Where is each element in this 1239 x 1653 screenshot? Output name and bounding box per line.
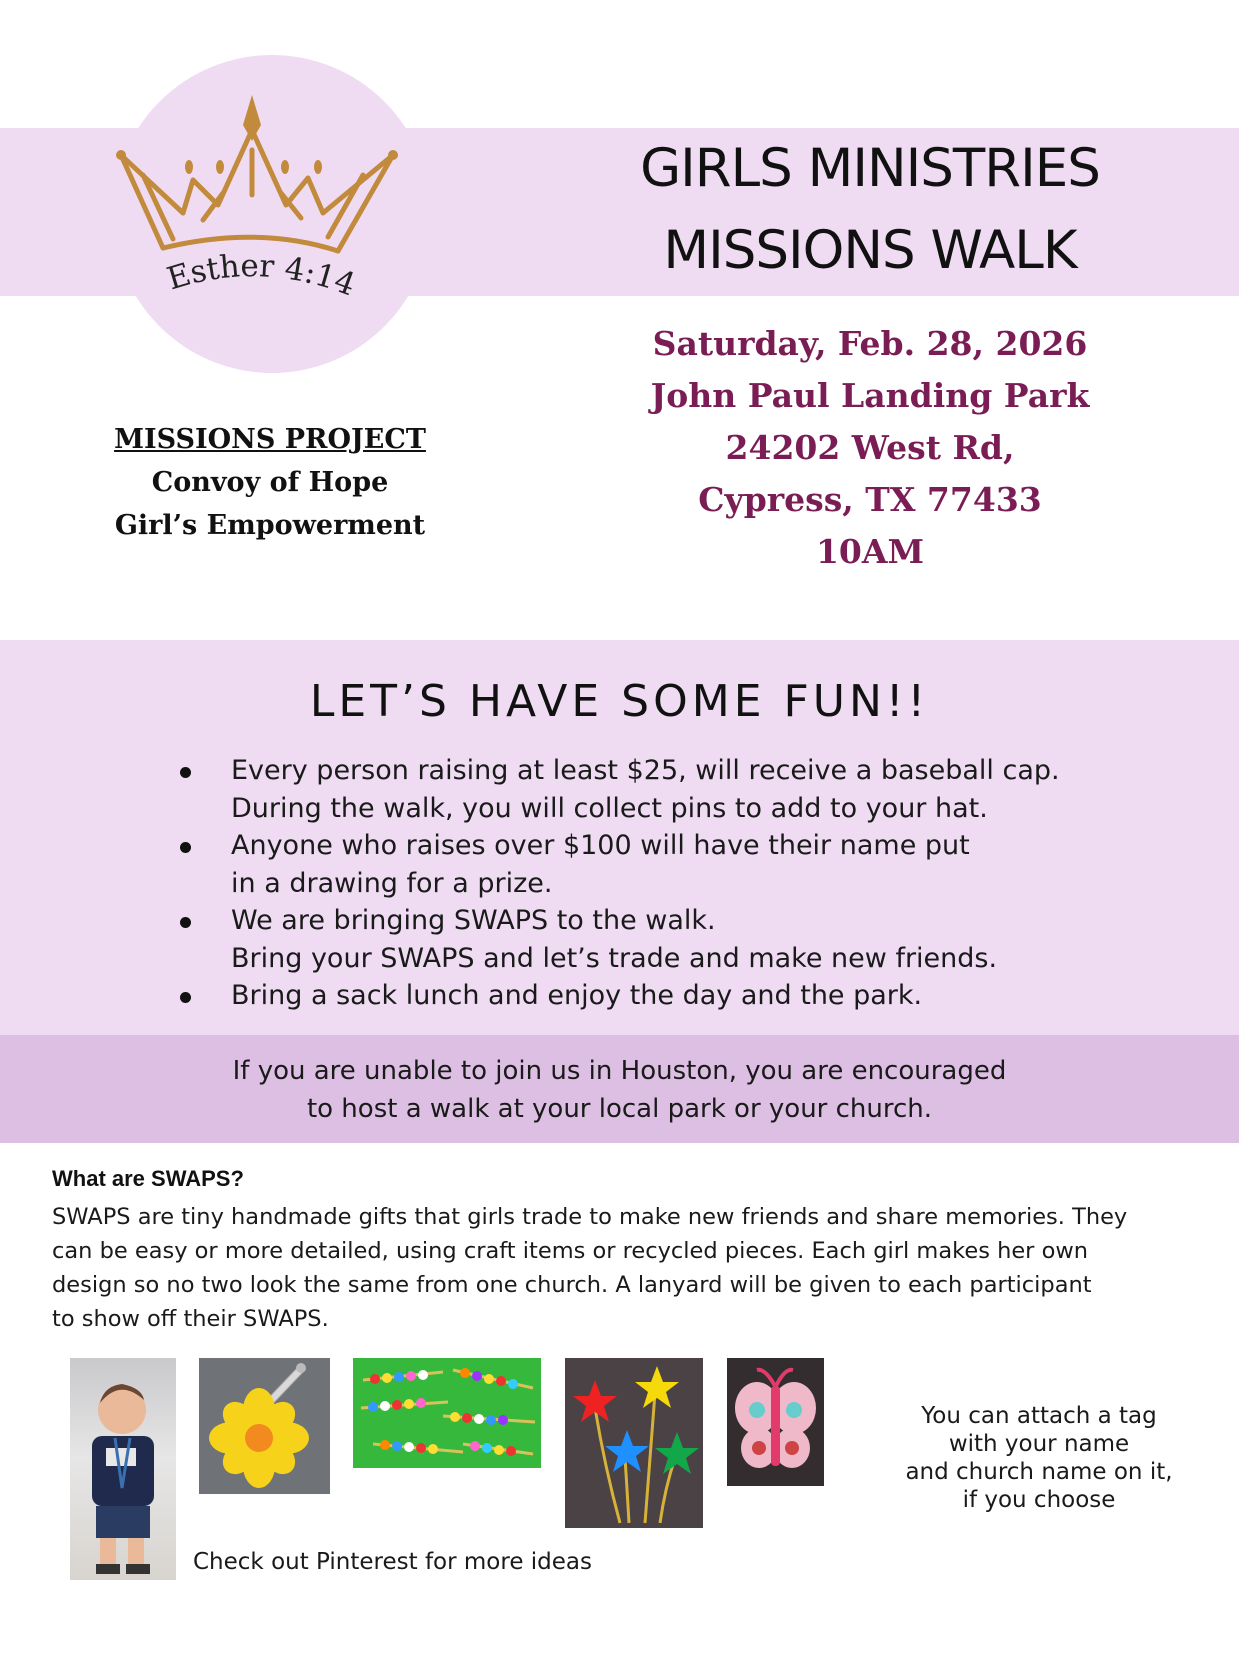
list-item-line1: We are bringing SWAPS to the walk. bbox=[231, 905, 716, 936]
list-item-line1: Bring a sack lunch and enjoy the day and the park. bbox=[231, 980, 923, 1011]
missions-project bbox=[60, 418, 480, 547]
event-date: Saturday, Feb. 28, 2026 bbox=[652, 324, 1088, 363]
swaps-line: to show off their SWAPS. bbox=[52, 1306, 329, 1332]
fun-list bbox=[180, 752, 1180, 1015]
crown-logo bbox=[113, 55, 431, 373]
child-photo bbox=[70, 1358, 176, 1580]
encourage-text bbox=[0, 1052, 1239, 1128]
logo-text: Esther 4:14 bbox=[162, 248, 361, 304]
list-item-line1: Every person raising at least $25, will receive a baseball cap. bbox=[231, 755, 1060, 786]
beaded-pins-photo bbox=[353, 1358, 541, 1468]
swaps-heading: What are SWAPS? bbox=[52, 1166, 244, 1191]
tag-note-line: and church name on it, bbox=[905, 1459, 1173, 1485]
encourage-line1: If you are unable to join us in Houston, you are encouraged bbox=[232, 1056, 1007, 1086]
event-venue: John Paul Landing Park bbox=[650, 376, 1090, 415]
event-street: 24202 West Rd, bbox=[725, 428, 1015, 467]
swaps-line: design so no two look the same from one church. A lanyard will be given to each participant bbox=[52, 1272, 1092, 1298]
tag-note-line: You can attach a tag bbox=[921, 1403, 1157, 1429]
event-city: Cypress, TX 77433 bbox=[698, 480, 1042, 519]
list-item-line2: in a drawing for a prize. bbox=[231, 867, 553, 899]
event-title-line2: MISSIONS WALK bbox=[663, 220, 1077, 281]
event-details bbox=[560, 318, 1180, 578]
pinterest-note: Check out Pinterest for more ideas bbox=[193, 1549, 592, 1575]
list-item bbox=[180, 977, 1180, 1015]
encourage-line2: to host a walk at your local park or your church. bbox=[306, 1094, 933, 1124]
bullet-icon bbox=[180, 842, 191, 853]
project-line2: Girl’s Empowerment bbox=[114, 510, 426, 541]
bullet-icon bbox=[180, 917, 191, 928]
fun-title: LET’S HAVE SOME FUN!! bbox=[309, 676, 930, 727]
list-item-line2: Bring your SWAPS and let’s trade and make new friends. bbox=[231, 942, 998, 974]
list-item-line2: During the walk, you will collect pins to add to your hat. bbox=[231, 792, 988, 824]
swaps-line: SWAPS are tiny handmade gifts that girls trade to make new friends and share memories. They bbox=[52, 1204, 1128, 1230]
swaps-description bbox=[52, 1200, 1202, 1336]
list-item-line1: Anyone who raises over $100 will have their name put bbox=[231, 830, 970, 861]
list-item bbox=[180, 752, 1180, 827]
project-heading: MISSIONS PROJECT bbox=[114, 424, 426, 455]
project-line1: Convoy of Hope bbox=[151, 467, 389, 498]
list-item bbox=[180, 827, 1180, 902]
bullet-icon bbox=[180, 992, 191, 1003]
tag-note-line: with your name bbox=[948, 1431, 1130, 1457]
swaps-line: can be easy or more detailed, using craft items or recycled pieces. Each girl makes her own bbox=[52, 1238, 1089, 1264]
event-title-line1: GIRLS MINISTRIES bbox=[640, 138, 1100, 199]
tag-note bbox=[880, 1402, 1198, 1514]
list-item bbox=[180, 902, 1180, 977]
tag-note-line: if you choose bbox=[962, 1487, 1116, 1513]
flower-pin-photo bbox=[199, 1358, 330, 1494]
event-time: 10AM bbox=[815, 532, 925, 571]
butterfly-swap-photo bbox=[727, 1358, 824, 1486]
bullet-icon bbox=[180, 767, 191, 778]
star-swaps-photo bbox=[565, 1358, 703, 1528]
